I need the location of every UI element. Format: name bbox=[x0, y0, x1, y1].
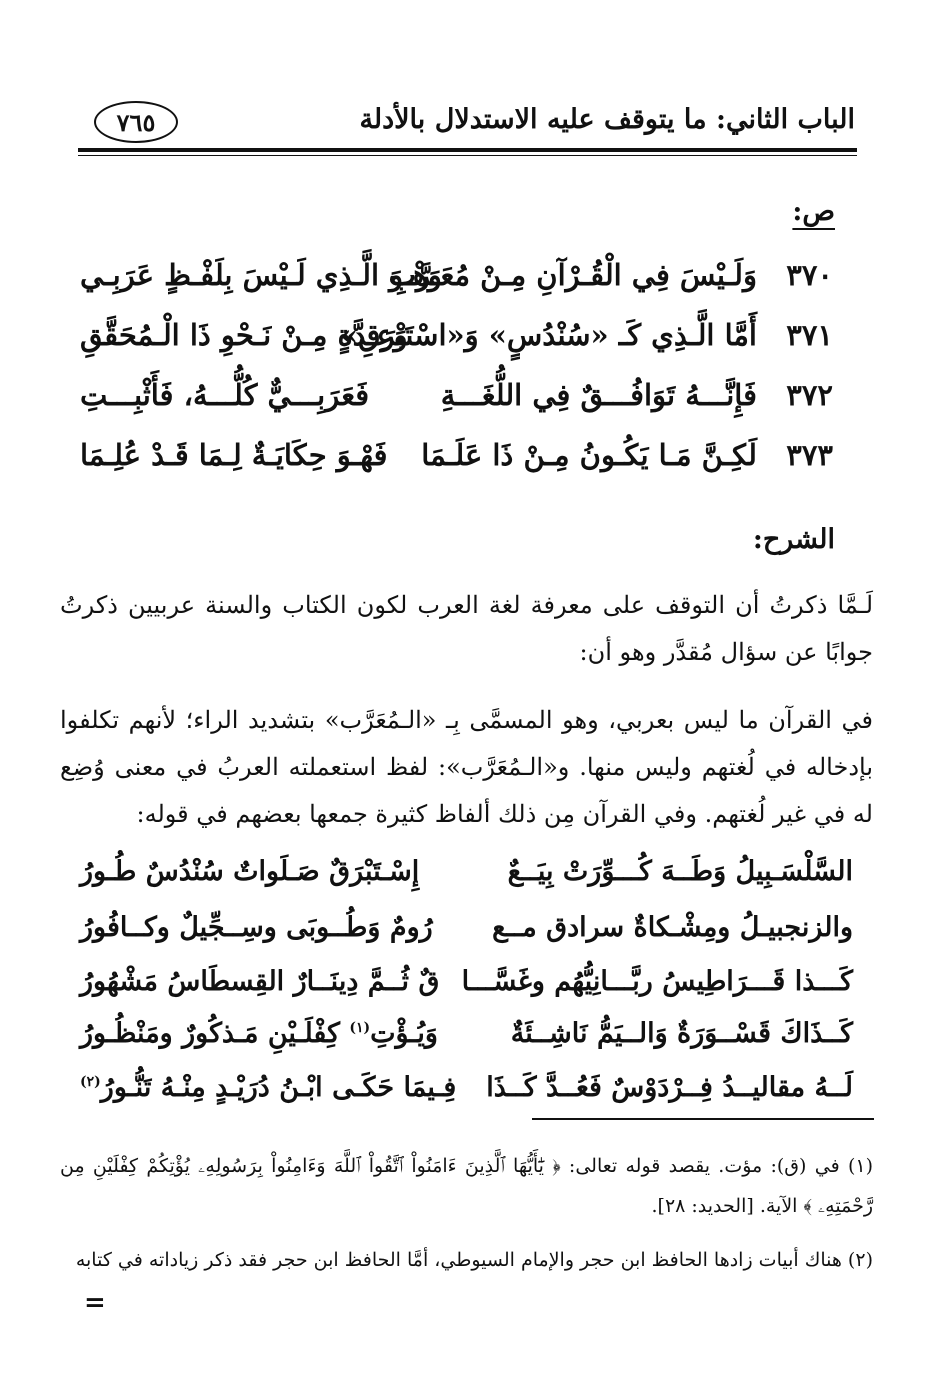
footnote-2: (٢) هناك أبيات زادها الحافظ ابن حجر والإمام السيوطي، أمَّا الحافظ ابن حجر فقد ذكر زياداته في كتابه bbox=[75, 1249, 873, 1271]
matn-label: ص: bbox=[792, 196, 835, 227]
chapter-title: الباب الثاني: ما يتوقف عليه الاستدلال بالأدلة bbox=[359, 104, 855, 135]
poem-first-hemistich: كَــذَاكَ قَسْــوَرَةٌ وَالــيَمُّ نَاشِــئَةٌ bbox=[510, 1018, 853, 1049]
header-rule-thin bbox=[78, 155, 857, 156]
footnote-separator bbox=[532, 1118, 874, 1120]
verse-number: ٣٧٣ bbox=[786, 438, 833, 472]
poem-second-hemistich bbox=[80, 1018, 438, 1049]
poem-second-hemistich bbox=[80, 1072, 456, 1103]
poem-second-hemistich: رُومٌ وَطُــوبَى وسِــجِّيلٌ وكــافُورُ bbox=[80, 912, 433, 943]
poem-word: فِـيمَا حَكَـى ابْـنُ دُرَيْـدٍ مِنْـهُ تَنُّـورُ bbox=[100, 1072, 457, 1103]
commentary-paragraph-1: لَـمَّا ذكرتُ أن التوقف على معرفة لغة العرب لكون الكتاب والسنة عربيين ذكرتُ جوابًا عن سؤال مُقدَّر وهو أن: bbox=[60, 591, 873, 666]
verse-line bbox=[80, 258, 853, 308]
poem-first-hemistich: لَــهُ مقاليــدُ فِــرْدَوْسٌ فَعُــدَّ كَــذَا bbox=[486, 1072, 853, 1103]
verse-second-hemistich: وَعِـدَّةٍ مِـنْ نَـحْوِ ذَا الْـمُحَقَّقِ bbox=[80, 318, 408, 352]
verse-first-hemistich: وَلَـيْسَ فِي الْقُـرْآنِ مِـنْ مُعَـرَّبِ bbox=[388, 258, 757, 292]
verse-first-hemistich: لَكِـنَّ مَـا يَكُـونُ مِـنْ ذَا عَلَـمَا bbox=[421, 438, 757, 472]
header-rule-thick bbox=[78, 148, 857, 152]
verse-number: ٣٧١ bbox=[786, 318, 833, 352]
verse-second-hemistich: فَعَرَبِـــيٌّ كُلُّـــهُ، فَأَثْبِـــتِ bbox=[80, 378, 370, 412]
poem-line bbox=[80, 1072, 853, 1120]
poem-line bbox=[80, 966, 853, 1014]
footnote-ref-2: (٢) bbox=[80, 1074, 101, 1090]
verse-second-hemistich: فَهْـوَ حِكَايَـةٌ لِـمَا قَـدْ عُلِـمَا bbox=[80, 438, 388, 472]
page-number-badge bbox=[94, 101, 178, 143]
verse-first-hemistich: فَإِنَّـــهُ تَوَافُـــقٌ فِي اللُّغَـــةِ bbox=[440, 378, 757, 412]
poem-word: وَيُـؤْتِ bbox=[370, 1018, 438, 1049]
poem-line bbox=[80, 1018, 853, 1066]
commentary-paragraph-2: في القرآن ما ليس بعربي، وهو المسمَّى بِـ «الـمُعَرَّب» بتشديد الراء؛ لأنهم تكلفوا بإدخاله في لُغتهم وليس منها. و«الـمُعَرَّب»: لفظ استعملته العربُ في معنى وُضِع له في غير لُغتهم. وفي القرآن مِن ذلك ألفاظ كثيرة جمعها بعضهم في قوله: bbox=[60, 706, 873, 828]
poem-first-hemistich: والزنجبيـلُ ومِشْـكاةٌ سرادق مــع bbox=[492, 912, 853, 943]
verse-line bbox=[80, 378, 853, 428]
verse-number: ٣٧٢ bbox=[786, 378, 833, 412]
page-number: ٧٦٥ bbox=[116, 107, 156, 137]
sharh-label: الشرح: bbox=[752, 524, 835, 555]
continuation-mark: = bbox=[84, 1288, 106, 1318]
verse-second-hemistich: وَهْـوَ الَّـذِي لَـيْسَ بِلَفْـظٍ عَرَبِـي bbox=[80, 258, 442, 292]
footnote-1: (١) في (ق): مؤت. يقصد قوله تعالى: ﴿ يَٰٓأَيُّهَا ٱلَّذِينَ ءَامَنُواْ ٱتَّقُواْ ٱللَّهَ وَءَامِنُواْ بِرَسُولِهِۦ يُؤْتِكُمْ كِفْلَيْنِ مِن رَّحْمَتِهِۦ ﴾ الآية. [الحديد: ٢٨]. bbox=[60, 1155, 873, 1217]
footnote-ref-1: (١) bbox=[349, 1020, 371, 1036]
poem-first-hemistich: كَـــذا قَـــرَاطِيسُ ربَّـــانِيُّهُم وغَسَّـــا bbox=[461, 966, 853, 997]
verse-number: ٣٧٠ bbox=[786, 258, 833, 292]
poem-line bbox=[80, 856, 853, 904]
verse-line bbox=[80, 318, 853, 368]
poem-second-hemistich: إِسْـتَبْرَقٌ صَـلَواتٌ سُنْدُسٌ طُـورُ bbox=[80, 856, 420, 887]
verse-line bbox=[80, 438, 853, 488]
poem-word: كِفْلَـيْنِ مَـذكُورٌ ومَنْظُـورُ bbox=[80, 1018, 350, 1049]
poem-first-hemistich: السَّلْسَـبِيلُ وَطَــهَ كُـــوِّرَتْ بِيَــعٌ bbox=[507, 856, 853, 887]
poem-second-hemistich: قٌ ثُــمَّ دِينَــارٌ القِسطَاسُ مَشْهُورُ bbox=[80, 966, 440, 997]
verse-first-hemistich: أَمَّا الَّـذِي كَـ «سُنْدُسٍ» وَ«اسْتَبْرَقِ» bbox=[340, 318, 757, 352]
poem-line bbox=[80, 912, 853, 960]
